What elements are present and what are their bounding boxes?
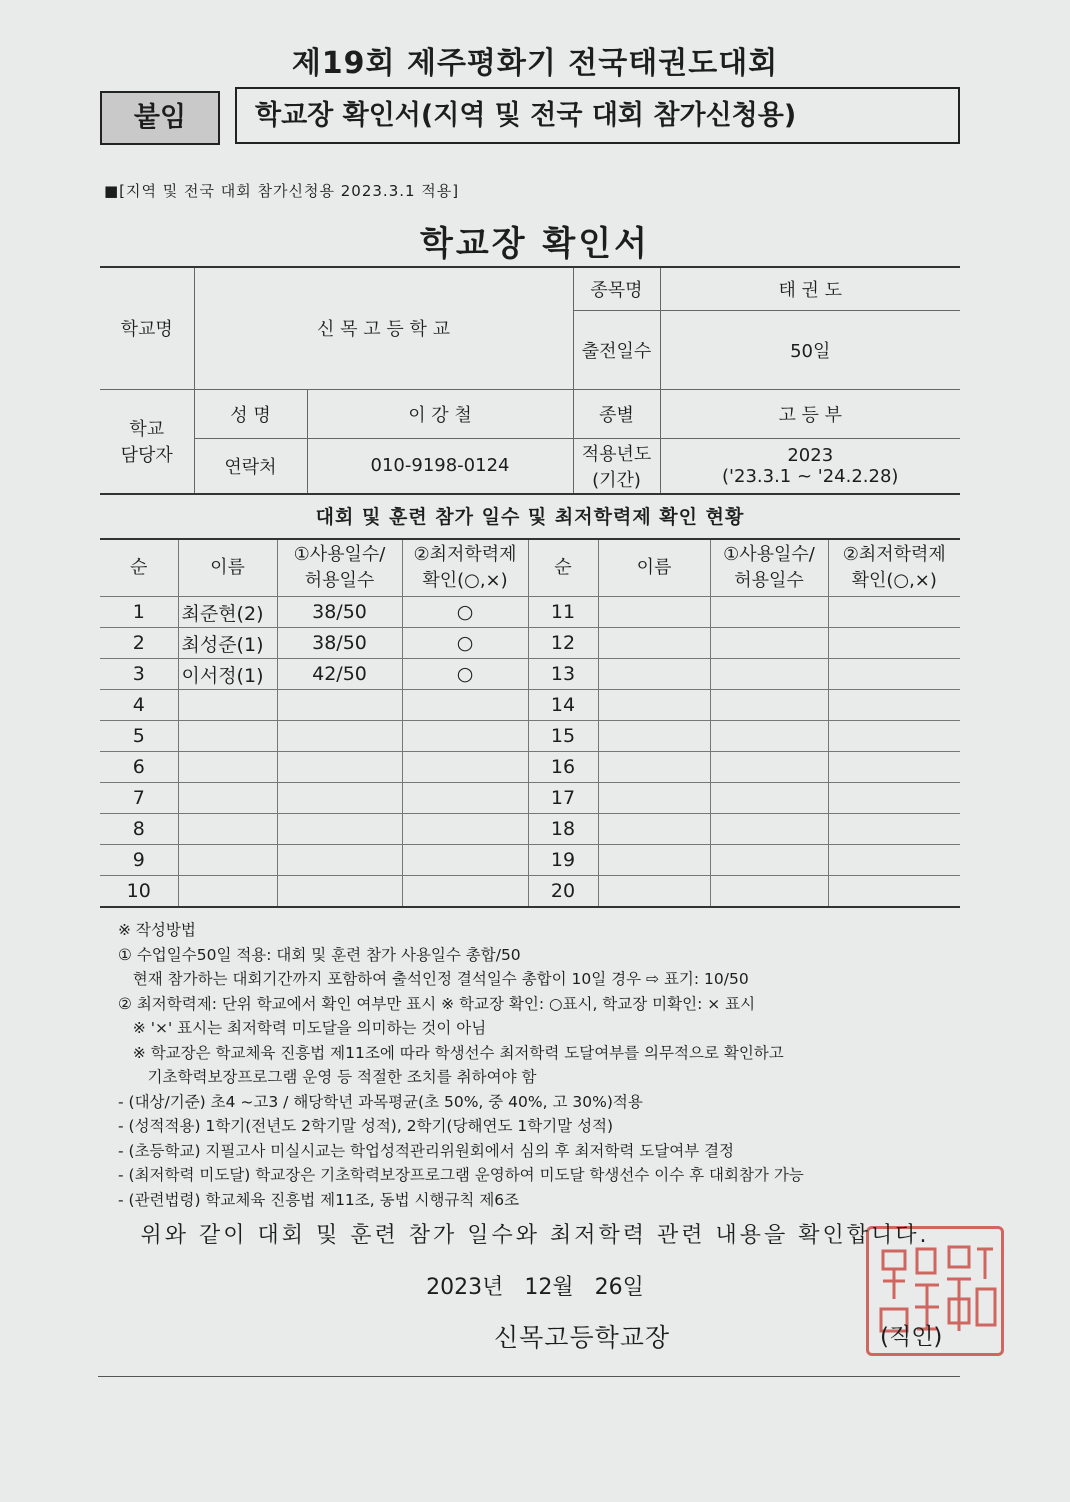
row-no: 5: [100, 721, 178, 752]
note-line: 현재 참가하는 대회기간까지 포함하여 출석인정 결석일수 총합이 10일 경우 ⇨ 표기: 10/50: [118, 970, 749, 988]
row-name: [178, 690, 277, 721]
year-value-line1: 2023: [787, 444, 834, 466]
table-row: [100, 721, 960, 752]
row-name-right: [598, 783, 710, 814]
row-days-right: [710, 690, 828, 721]
issue-date: 2023년 12월 26일: [426, 1275, 644, 1300]
note-line: ② 최저학력제: 단위 학교에서 확인 여부만 표시 ※ 학교장 확인: ○표시, 학교장 미확인: × 표시: [118, 994, 756, 1013]
row-name: 최준현(2): [178, 597, 277, 628]
row-days-right: [710, 876, 828, 908]
note-line: - (대상/기준) 초4 ~고3 / 해당학년 과목평균(초 50%, 중 40%, 고 30%)적용: [118, 1092, 643, 1111]
row-days-right: [710, 845, 828, 876]
row-name: [178, 721, 277, 752]
row-check-right: [828, 814, 960, 845]
table-row: [100, 597, 960, 628]
year-label: [573, 438, 660, 494]
row-name-right: [598, 721, 710, 752]
row-name: [178, 845, 277, 876]
contact-phone-value: 010-9198-0124: [307, 438, 573, 494]
year-value: [660, 438, 960, 494]
row-days: 38/50: [277, 597, 402, 628]
row-no-right: 11: [528, 597, 598, 628]
row-days: [277, 752, 402, 783]
row-days: [277, 876, 402, 908]
row-name: 최성준(1): [178, 628, 277, 659]
row-check: [402, 721, 528, 752]
seal-label: (직인): [880, 1324, 943, 1350]
school-info-table: [100, 266, 960, 495]
row-check-right: [828, 845, 960, 876]
row-no: 7: [100, 783, 178, 814]
table-row: [100, 752, 960, 783]
header-days-line1: ①사용일수/: [723, 544, 815, 565]
row-name: [178, 752, 277, 783]
row-no-right: 12: [528, 628, 598, 659]
header-check-left: [402, 539, 528, 597]
contact-person-label: [100, 389, 194, 494]
header-days-right: [710, 539, 828, 597]
row-name: [178, 876, 277, 908]
header-check-right: [828, 539, 960, 597]
attachment-tag: 붙임: [100, 91, 220, 145]
row-name: [178, 783, 277, 814]
header-check-line1: ②최저학력제: [413, 544, 517, 565]
note-line: ※ 작성방법: [118, 921, 196, 939]
row-check-right: [828, 752, 960, 783]
row-no: 6: [100, 752, 178, 783]
table-row: [100, 628, 960, 659]
row-no: 2: [100, 628, 178, 659]
header-name-right: 이름: [598, 539, 710, 597]
table-row: [100, 876, 960, 908]
status-caption: 대회 및 훈련 참가 일수 및 최저학력제 확인 현황: [315, 506, 745, 528]
row-days-right: [710, 721, 828, 752]
row-check-right: [828, 690, 960, 721]
row-days: [277, 783, 402, 814]
row-no-right: 20: [528, 876, 598, 908]
row-name-right: [598, 659, 710, 690]
note-line: - (성적적용) 1학기(전년도 2학기말 성적), 2학기(당해연도 1학기말 성적): [118, 1117, 614, 1135]
event-title: 제19회 제주평화기 전국태권도대회: [291, 46, 779, 81]
row-check-right: [828, 721, 960, 752]
row-check-right: [828, 628, 960, 659]
header-check-line2: 확인(○,×): [851, 570, 937, 591]
row-name-right: [598, 814, 710, 845]
row-check-right: [828, 659, 960, 690]
row-no-right: 17: [528, 783, 598, 814]
row-days: [277, 845, 402, 876]
document-title: 학교장 확인서: [420, 224, 650, 264]
row-name-right: [598, 752, 710, 783]
table-row: [100, 659, 960, 690]
row-check-right: [828, 783, 960, 814]
row-no-right: 13: [528, 659, 598, 690]
header-days-line2: 허용일수: [734, 570, 804, 591]
header-name-left: 이름: [178, 539, 277, 597]
contact-person-label-line2: 담당자: [120, 445, 173, 467]
row-days: 42/50: [277, 659, 402, 690]
row-check-right: [828, 876, 960, 908]
sport-label: 종목명: [573, 267, 660, 310]
table-row: [100, 814, 960, 845]
row-name: [178, 814, 277, 845]
row-days-right: [710, 752, 828, 783]
row-days: [277, 690, 402, 721]
row-name-right: [598, 876, 710, 908]
header-check-line2: 확인(○,×): [422, 570, 508, 591]
contact-phone-label: 연락처: [194, 438, 307, 494]
table-row: [100, 845, 960, 876]
athlete-status-table: [100, 538, 960, 908]
header-days-line2: 허용일수: [304, 570, 375, 591]
contact-name-label: 성 명: [194, 389, 307, 438]
row-check: ○: [402, 597, 528, 628]
row-name-right: [598, 845, 710, 876]
sport-value: 태 권 도: [660, 267, 960, 310]
year-label-line2: (기간): [592, 469, 641, 491]
row-check-right: [828, 597, 960, 628]
row-days: [277, 721, 402, 752]
division-value: 고 등 부: [660, 389, 960, 438]
note-line: 기초학력보장프로그램 운영 등 적절한 조치를 취하여야 함: [118, 1068, 537, 1086]
row-days-right: [710, 597, 828, 628]
row-name-right: [598, 597, 710, 628]
applies-note: ■[지역 및 전국 대회 참가신청용 2023.3.1 적용]: [104, 182, 460, 200]
note-line: ※ '×' 표시는 최저학력 미도달을 의미하는 것이 아님: [118, 1019, 487, 1037]
row-no-right: 15: [528, 721, 598, 752]
school-name-value: 신 목 고 등 학 교: [194, 267, 573, 389]
row-check: [402, 783, 528, 814]
note-line: ※ 학교장은 학교체육 진흥법 제11조에 따라 학생선수 최저학력 도달여부를 의무적으로 확인하고: [118, 1043, 784, 1062]
header-no-left: 순: [100, 539, 178, 597]
row-no: 4: [100, 690, 178, 721]
principal-signature: 신목고등학교장: [494, 1323, 671, 1352]
header-days-left: [277, 539, 402, 597]
note-line: - (최저학력 미도달) 학교장은 기초학력보장프로그램 운영하여 미도달 학생선수 이수 후 대회참가 가능: [118, 1166, 804, 1184]
contact-name-value: 이 강 철: [307, 389, 573, 438]
row-days-right: [710, 628, 828, 659]
row-no: 3: [100, 659, 178, 690]
header-no-right: 순: [528, 539, 598, 597]
table-row: [100, 690, 960, 721]
year-label-line1: 적용년도: [581, 443, 652, 465]
row-check: [402, 690, 528, 721]
row-name-right: [598, 690, 710, 721]
row-no: 1: [100, 597, 178, 628]
row-check: [402, 845, 528, 876]
row-no-right: 19: [528, 845, 598, 876]
school-name-label: 학교명: [100, 267, 194, 389]
row-check: ○: [402, 628, 528, 659]
header-days-line1: ①사용일수/: [293, 544, 386, 565]
days-value: 50일: [660, 310, 960, 389]
row-no: 9: [100, 845, 178, 876]
note-line: ① 수업일수50일 적용: 대회 및 훈련 참가 사용일수 총합/50: [118, 945, 521, 964]
row-no: 8: [100, 814, 178, 845]
writing-instructions: [118, 918, 804, 1212]
days-label: 출전일수: [573, 310, 660, 389]
header-check-line1: ②최저학력제: [842, 544, 946, 565]
row-check: [402, 752, 528, 783]
contact-person-label-line1: 학교: [129, 419, 165, 441]
row-days-right: [710, 783, 828, 814]
row-days-right: [710, 659, 828, 690]
row-check: [402, 814, 528, 845]
row-days: [277, 814, 402, 845]
row-no-right: 18: [528, 814, 598, 845]
table-row: [100, 783, 960, 814]
row-no-right: 14: [528, 690, 598, 721]
row-check: [402, 876, 528, 908]
row-name-right: [598, 628, 710, 659]
row-days: 38/50: [277, 628, 402, 659]
bottom-divider: [98, 1376, 960, 1377]
row-check: ○: [402, 659, 528, 690]
row-no-right: 16: [528, 752, 598, 783]
row-days-right: [710, 814, 828, 845]
row-no: 10: [100, 876, 178, 908]
note-line: - (관련법령) 학교체육 진흥법 제11조, 동법 시행규칙 제6조: [118, 1190, 520, 1209]
form-title: 학교장 확인서(지역 및 전국 대회 참가신청용): [235, 87, 960, 144]
division-label: 종별: [573, 389, 660, 438]
year-value-line2: ('23.3.1 ~ '24.2.28): [722, 465, 899, 487]
confirmation-statement: 위와 같이 대회 및 훈련 참가 일수와 최저학력 관련 내용을 확인합니다.: [140, 1223, 930, 1248]
note-line: - (초등학교) 지필고사 미실시교는 학업성적관리위원회에서 심의 후 최저학력 도달여부 결정: [118, 1141, 735, 1160]
row-name: 이서정(1): [178, 659, 277, 690]
